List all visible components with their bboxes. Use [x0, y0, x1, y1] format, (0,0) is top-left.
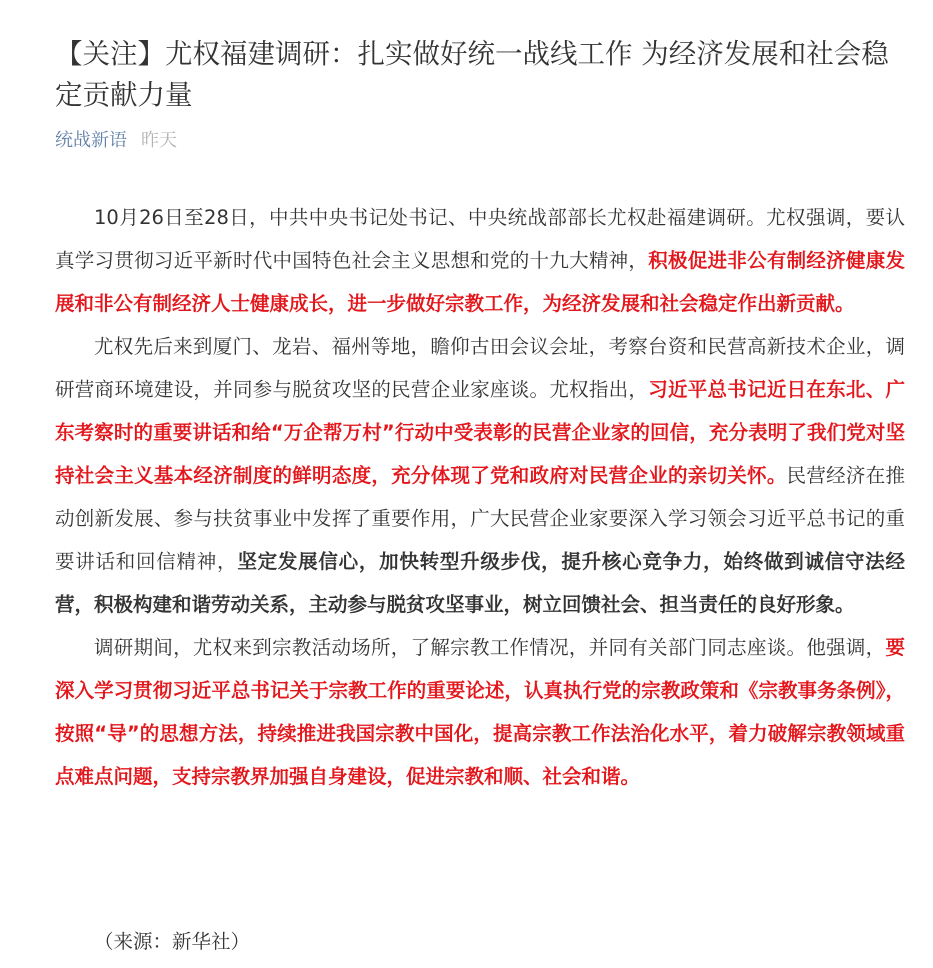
paragraph-3: [55, 626, 905, 798]
paragraph-1: [55, 196, 905, 325]
paragraph-1-text-1: 10月26日至28日，中共中央书记处书记、中央统战部部长尤权赴福建调研。尤权强调，要认真学习贯彻习近平新时代中国特色社会主义思想和党的十九大精神，: [55, 206, 905, 272]
article-source: （来源：新华社）: [94, 930, 251, 953]
publish-date: 昨天: [141, 130, 177, 151]
paragraph-2-bold-1: 坚定发展信心，加快转型升级步伐，提升核心竞争力，始终做到诚信守法经营，积极构建和谐劳动关系，主动参与脱贫攻坚事业，树立回馈社会、担当责任的良好形象。: [55, 550, 905, 616]
paragraph-2-highlight-1: 习近平总书记近日在东北、广东考察时的重要讲话和给“万企帮万村”行动中受表彰的民营企业家的回信，充分表明了我们党对坚持社会主义基本经济制度的鲜明态度，充分体现了党和政府对民营企业的亲切关怀。: [55, 378, 905, 487]
paragraph-3-text-1: 调研期间，尤权来到宗教活动场所，了解宗教工作情况，并同有关部门同志座谈。他强调，: [94, 636, 886, 659]
article-meta: [55, 128, 177, 154]
article-title: 【关注】尤权福建调研：扎实做好统一战线工作 为经济发展和社会稳定贡献力量: [55, 38, 889, 111]
account-name-link[interactable]: 统战新语: [55, 130, 127, 151]
paragraph-2: [55, 325, 905, 626]
paragraph-2-text-1: 尤权先后来到厦门、龙岩、福州等地，瞻仰古田会议会址，考察台资和民营高新技术企业，调研营商环境建设，并同参与脱贫攻坚的民营企业家座谈。尤权指出，: [55, 335, 905, 401]
paragraph-3-highlight-1: 要深入学习贯彻习近平总书记关于宗教工作的重要论述，认真执行党的宗教政策和《宗教事务条例》，按照“导”的思想方法，持续推进我国宗教中国化，提高宗教工作法治化水平，着力破解宗教领域重点难点问题，支持宗教界加强自身建设，促进宗教和顺、社会和谐。: [55, 636, 905, 788]
paragraph-1-highlight-1: 积极促进非公有制经济健康发展和非公有制经济人士健康成长，进一步做好宗教工作，为经济发展和社会稳定作出新贡献。: [55, 249, 905, 315]
paragraph-2-text-2: 民营经济在推动创新发展、参与扶贫事业中发挥了重要作用，广大民营企业家要深入学习领会习近平总书记的重要讲话和回信精神，: [55, 464, 905, 573]
article-body: [55, 196, 905, 798]
